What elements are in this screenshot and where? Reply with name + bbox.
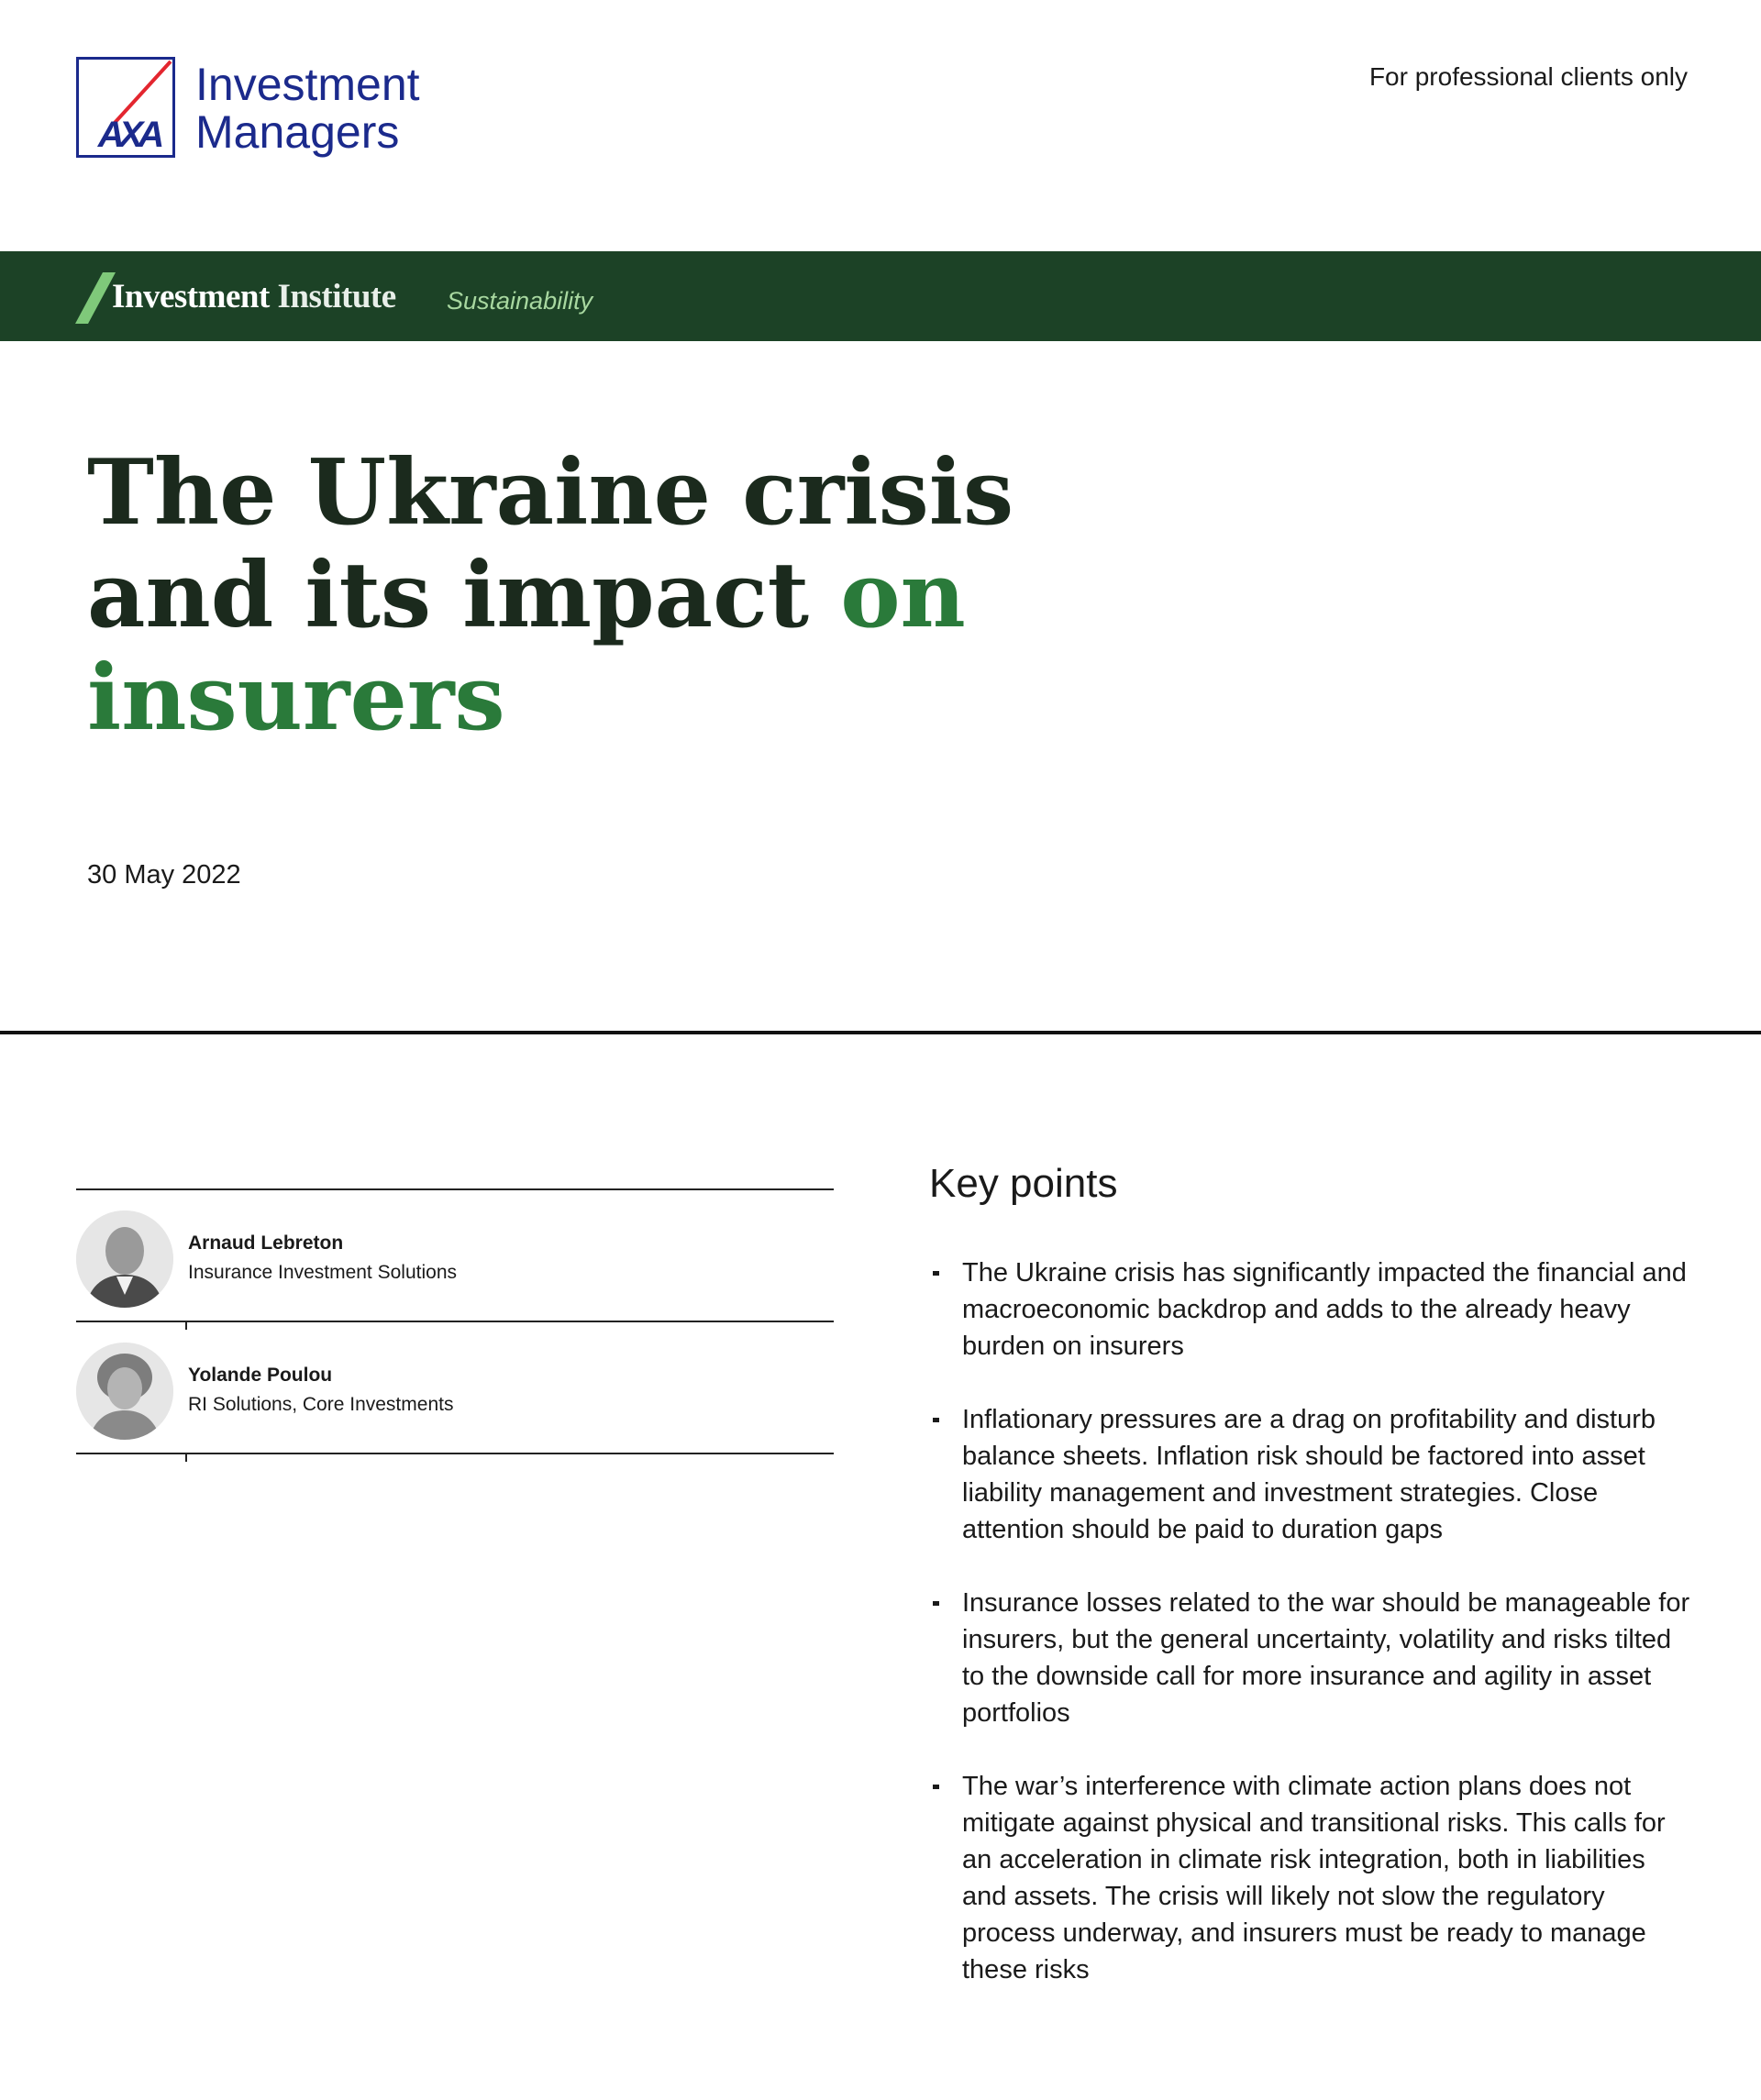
author-avatar-lebreton [76,1210,173,1308]
logo-wordmark [195,61,420,156]
author-name: Arnaud Lebreton [188,1232,344,1254]
author-rule-bottom [76,1453,834,1454]
person-photo-icon [76,1210,173,1308]
institute-title-rest: Institute [269,278,396,315]
author-avatar-poulou [76,1343,173,1440]
audience-note: For professional clients only [1368,62,1688,91]
bullet-icon [933,1271,939,1276]
title-main: The Ukraine crisis and its impact [87,440,1014,648]
author-role: RI Solutions, Core Investments [188,1394,454,1415]
key-point-text: The Ukraine crisis has significantly impacted the financial and macroeconomic backdrop and adds to the already heavy burden on insurers [962,1258,1687,1361]
bullet-icon [933,1785,939,1789]
author-rule-tick [185,1454,187,1462]
key-point-text: Inflationary pressures are a drag on profitability and disturb balance sheets. Inflation risk should be factored into asset liability management and investment strategies. Close attention should be paid to duration gaps [962,1405,1656,1544]
title-accent: on insurers [87,543,966,751]
logo-line-managers: Managers [195,106,400,158]
key-points-heading: Key points [929,1161,1118,1206]
institute-title-bold: Investment [112,278,270,315]
publication-date: 30 May 2022 [87,860,241,890]
list-item [929,1401,1690,1548]
bullet-icon [933,1601,939,1606]
key-point-text: The war’s interference with climate action plans does not mitigate against physical and transitional risks. This calls for an acceleration in climate risk integration, both in liabilities and assets. The crisis will likely not slow the regulatory process underway, and insurers must be ready to manage these risks [962,1772,1666,1984]
author-role: Insurance Investment Solutions [188,1262,457,1283]
author-rule-tick [185,1322,187,1330]
axa-logo [76,57,175,158]
person-photo-icon [76,1343,173,1440]
bullet-icon [933,1418,939,1422]
list-item [929,1768,1690,1988]
key-points-list [929,1254,1690,2025]
author-name: Yolande Poulou [188,1365,333,1386]
institute-subtitle: Sustainability [447,287,593,315]
section-divider [0,1031,1761,1034]
logo-line-investment: Investment [195,59,420,110]
author-rule-top [76,1188,834,1190]
axa-logo-mark: AXA [97,115,160,155]
list-item [929,1585,1690,1731]
author-rule-middle [76,1321,834,1322]
institute-title [112,277,396,316]
list-item [929,1254,1690,1365]
document-title [87,442,1188,750]
key-point-text: Insurance losses related to the war should be manageable for insurers, but the general uncertainty, volatility and risks tilted to the downside call for more insurance and agility in asset portfolios [962,1588,1690,1728]
institute-slash-icon [75,272,116,324]
